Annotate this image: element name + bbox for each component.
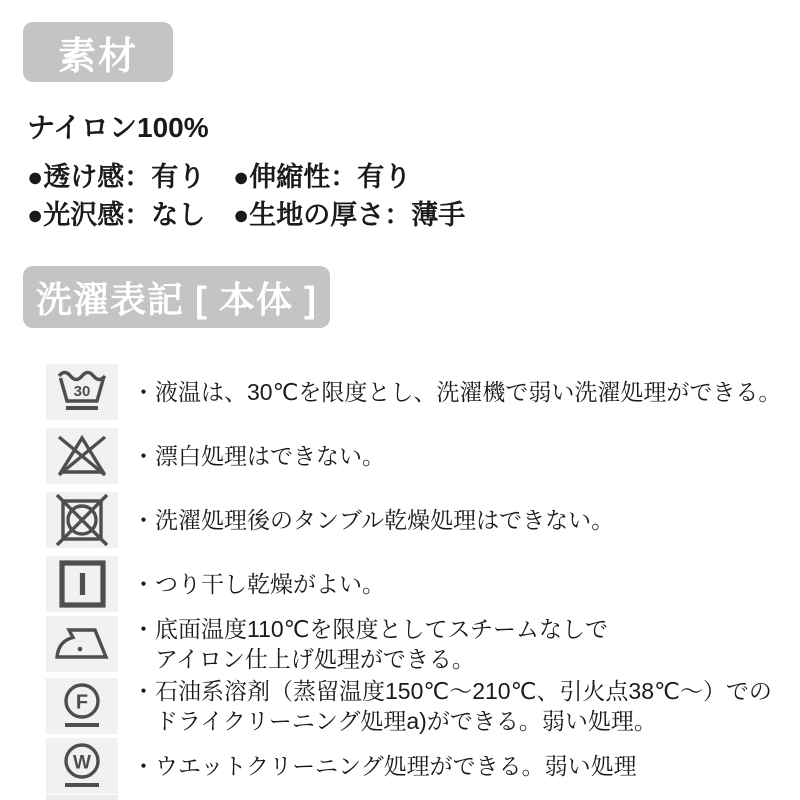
svg-text:30: 30: [73, 383, 91, 400]
material-feature: ●光沢感：なし: [27, 200, 206, 230]
no-tumble-dry-icon: [46, 492, 118, 548]
material-features: [27, 158, 465, 234]
care-section-header: [23, 266, 330, 328]
material-header-label: 素材: [57, 35, 138, 78]
material-feature: ●生地の厚さ：薄手: [233, 200, 466, 230]
care-instruction-text: ・底面温度110℃を限度としてスチームなしで: [132, 616, 609, 642]
care-instruction-text: ・洗濯処理後のタンブル乾燥処理はできない。: [132, 507, 615, 533]
no-bleach-icon: [46, 428, 118, 484]
wash-30-mild-icon: [46, 364, 118, 420]
material-feature: ●伸縮性：有り: [233, 162, 412, 192]
care-row-bleach: [46, 428, 786, 484]
care-header-label: 洗濯表記 [ 本体 ]: [36, 278, 317, 320]
next-care-icon-partial: [46, 795, 118, 800]
wet-clean-w-mild-icon: [46, 738, 118, 794]
care-instructions-list: [46, 364, 786, 794]
care-instruction-text: アイロン仕上げ処理ができる。: [155, 646, 475, 672]
care-instruction-text: ・石油系溶剤（蒸留温度150℃～210℃、引火点38℃～）での: [132, 678, 772, 704]
care-instruction-text: ・漂白処理はできない。: [132, 443, 385, 469]
care-row-iron: [46, 614, 786, 674]
svg-text:F: F: [75, 691, 89, 714]
care-instruction-text: ・ウエットクリーニング処理ができる。弱い処理: [132, 753, 637, 779]
line-dry-icon: [46, 556, 118, 612]
care-row-dry-clean: [46, 676, 786, 736]
material-section-header: [23, 22, 173, 82]
iron-110-one-dot-icon: [46, 616, 118, 672]
care-row-tumble-dry: [46, 492, 786, 548]
care-row-wash: [46, 364, 786, 420]
material-composition: ナイロン100%: [27, 112, 209, 143]
care-row-line-dry: [46, 556, 786, 612]
care-row-wet-clean: [46, 738, 786, 794]
dry-clean-f-mild-icon: [46, 678, 118, 734]
care-instruction-text: ・液温は、30℃を限度とし、洗濯機で弱い洗濯処理ができる。: [132, 379, 782, 405]
svg-text:W: W: [73, 752, 91, 774]
material-feature: ●透け感：有り: [27, 162, 206, 192]
care-instruction-text: ドライクリーニング処理a)ができる。弱い処理。: [155, 708, 657, 734]
care-instruction-text: ・つり干し乾燥がよい。: [132, 571, 385, 597]
